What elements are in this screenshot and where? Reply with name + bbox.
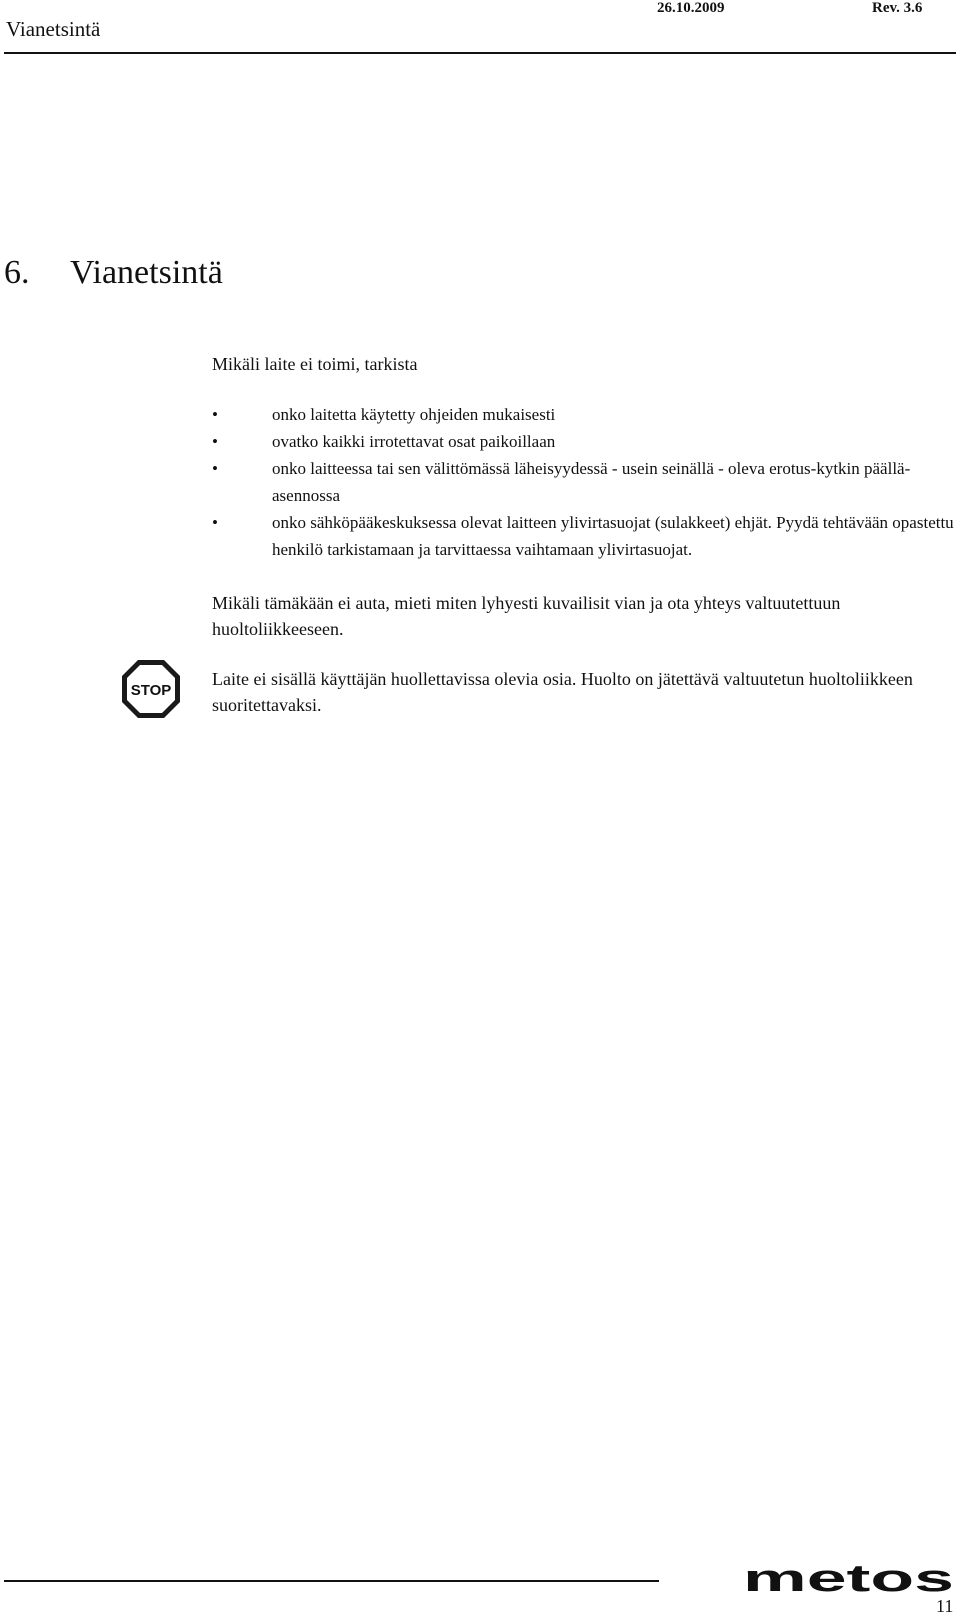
checklist-item (212, 509, 960, 563)
warning-paragraph: Laite ei sisällä käyttäjän huollettavissa olevia osia. Huolto on jätettävä valtuutetun huoltoliikkeen suoritettavaksi. (212, 669, 913, 715)
checklist-item-text: onko laitetta käytetty ohjeiden mukaisesti (272, 405, 556, 424)
checklist (212, 401, 960, 563)
checklist-item-text: onko sähköpääkeskuksessa olevat laitteen ylivirtasuojat (sulakkeet) ehjät. Pyydä tehtävään opastettu henkilö tarkistamaan ja tarvittaessa vaihtamaan ylivirtasuojat. (272, 513, 954, 559)
checklist-item-text: onko laitteessa tai sen välittömässä läheisyydessä - usein seinällä - oleva erotus-kytkin päällä-asennossa (272, 459, 911, 505)
logo-wordmark: metos (743, 1565, 954, 1593)
checklist-item (212, 401, 960, 428)
section-number: 6. (4, 254, 30, 291)
page-number: 11 (936, 1596, 954, 1616)
section-heading (4, 254, 223, 292)
checklist-item-text: ovatko kaikki irrotettavat osat paikoillaan (272, 432, 556, 451)
checklist-item (212, 428, 960, 455)
header-revision: Rev. 3.6 (872, 0, 923, 16)
contact-paragraph: Mikäli tämäkään ei auta, mieti miten lyhyesti kuvailisit vian ja ota yhteys valtuutettuun huoltoliikkeeseen. (212, 593, 841, 639)
section-title: Vianetsintä (70, 254, 223, 291)
footer-rule (4, 1580, 659, 1582)
bullet-glyph: • (212, 405, 218, 424)
checklist-item (212, 455, 960, 509)
stop-sign-label: STOP (130, 682, 172, 699)
stop-sign-icon (120, 658, 182, 720)
bullet-glyph: • (212, 513, 218, 532)
bullet-glyph: • (212, 459, 218, 478)
header-rule (4, 52, 956, 54)
intro-text: Mikäli laite ei toimi, tarkista (212, 354, 418, 374)
header-date: 26.10.2009 (657, 0, 725, 16)
bullet-glyph: • (212, 432, 218, 451)
header-title: Vianetsintä (6, 17, 101, 41)
metos-logo (743, 1565, 954, 1593)
